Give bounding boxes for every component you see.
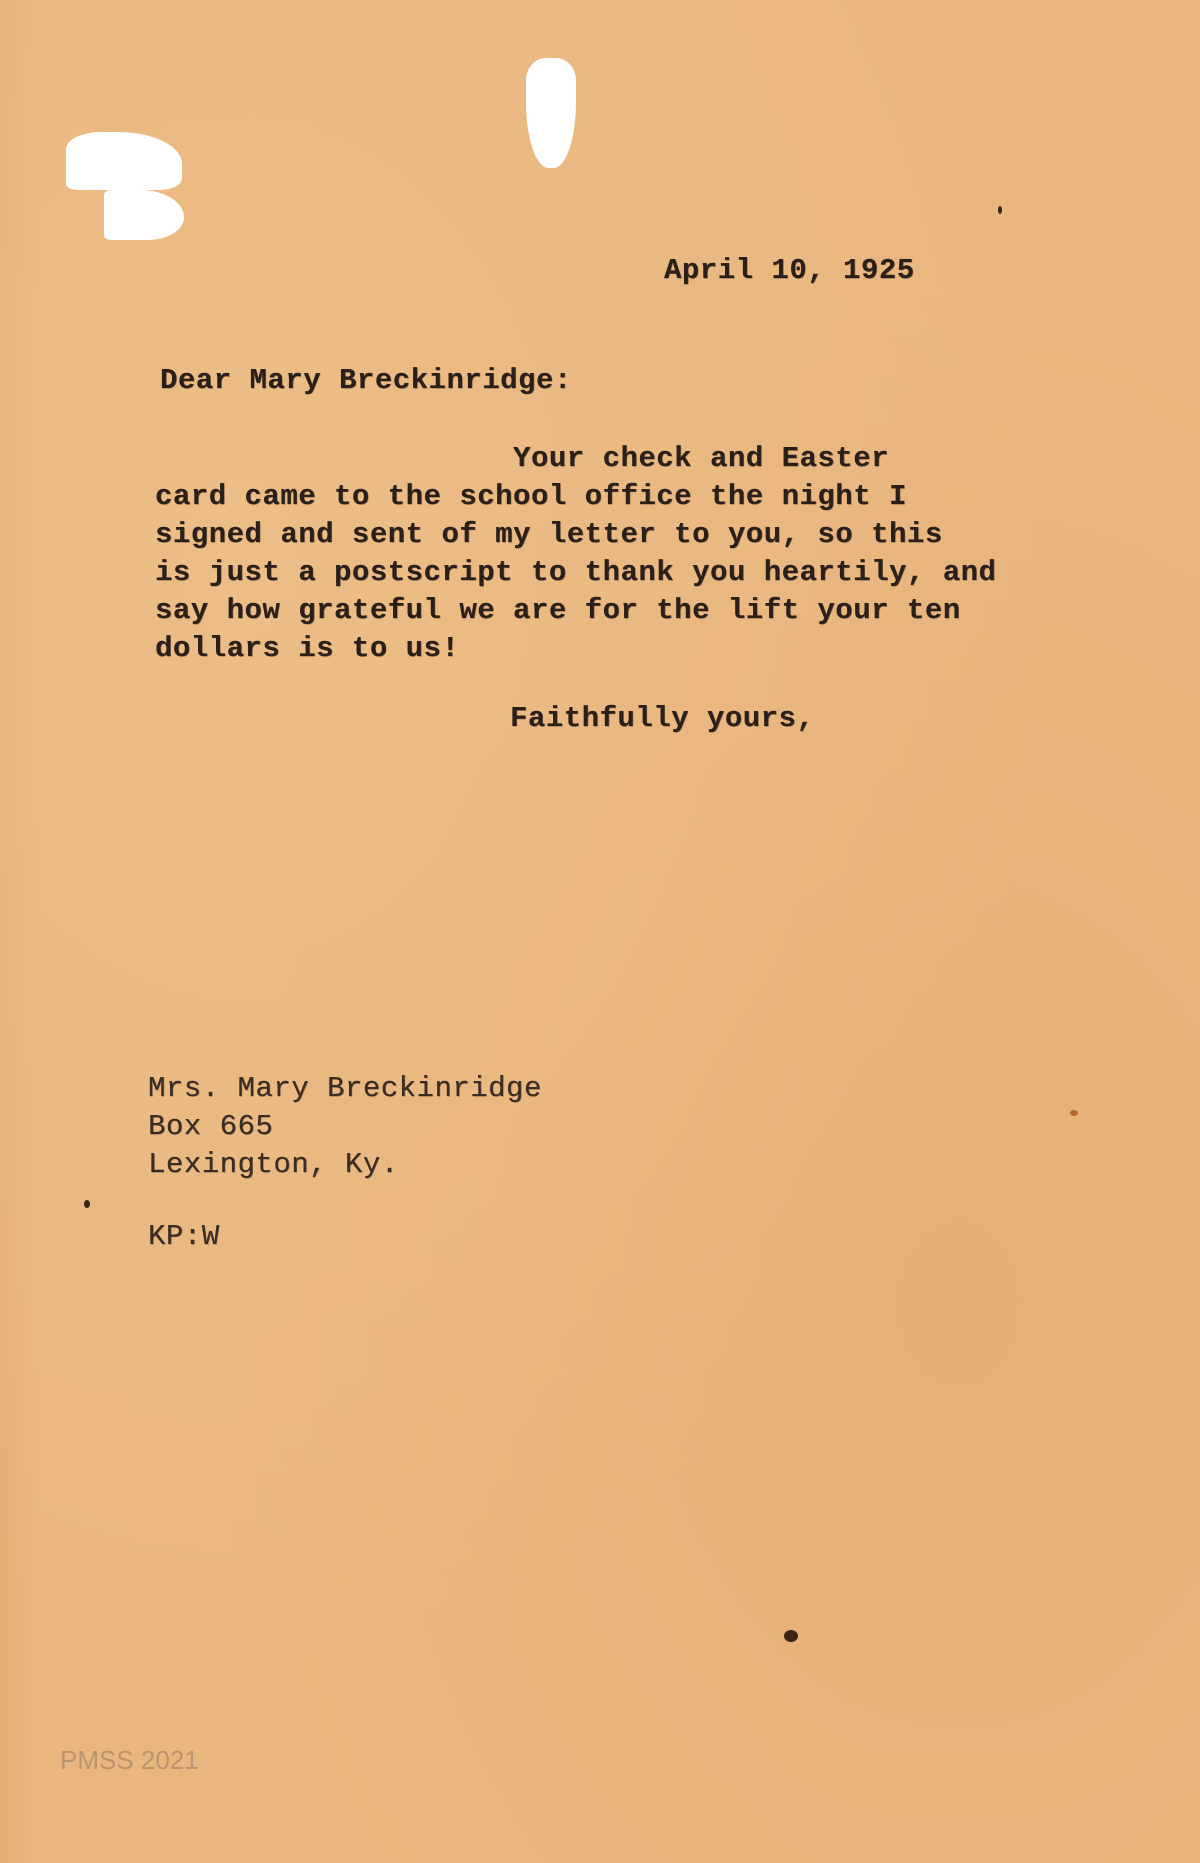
address-line: Mrs. Mary Breckinridge — [148, 1072, 542, 1105]
address-line: Lexington, Ky. — [148, 1148, 399, 1181]
typist-initials: KP:W — [148, 1220, 220, 1253]
letter-body-line: card came to the school office the night I — [155, 480, 907, 513]
letter-body-line: say how grateful we are for the lift your ten — [155, 594, 961, 627]
letter-body-line: dollars is to us! — [155, 632, 460, 665]
letter-salutation: Dear Mary Breckinridge: — [160, 364, 572, 397]
torn-corner — [66, 132, 182, 190]
letter-date: April 10, 1925 — [664, 254, 915, 287]
paper-speck — [84, 1200, 90, 1208]
letter-closing: Faithfully yours, — [510, 702, 815, 735]
letter-body-line: Your check and Easter — [155, 442, 890, 475]
torn-corner — [104, 190, 184, 240]
archive-watermark: PMSS 2021 — [60, 1745, 199, 1775]
letter-body-line: signed and sent of my letter to you, so this — [155, 518, 943, 551]
punched-hole — [526, 58, 576, 168]
paper-speck — [784, 1630, 798, 1642]
paper-speck — [1070, 1110, 1078, 1116]
paper-speck — [998, 206, 1002, 214]
address-line: Box 665 — [148, 1110, 274, 1143]
letter-body-line: is just a postscript to thank you heartily, and — [155, 556, 997, 589]
